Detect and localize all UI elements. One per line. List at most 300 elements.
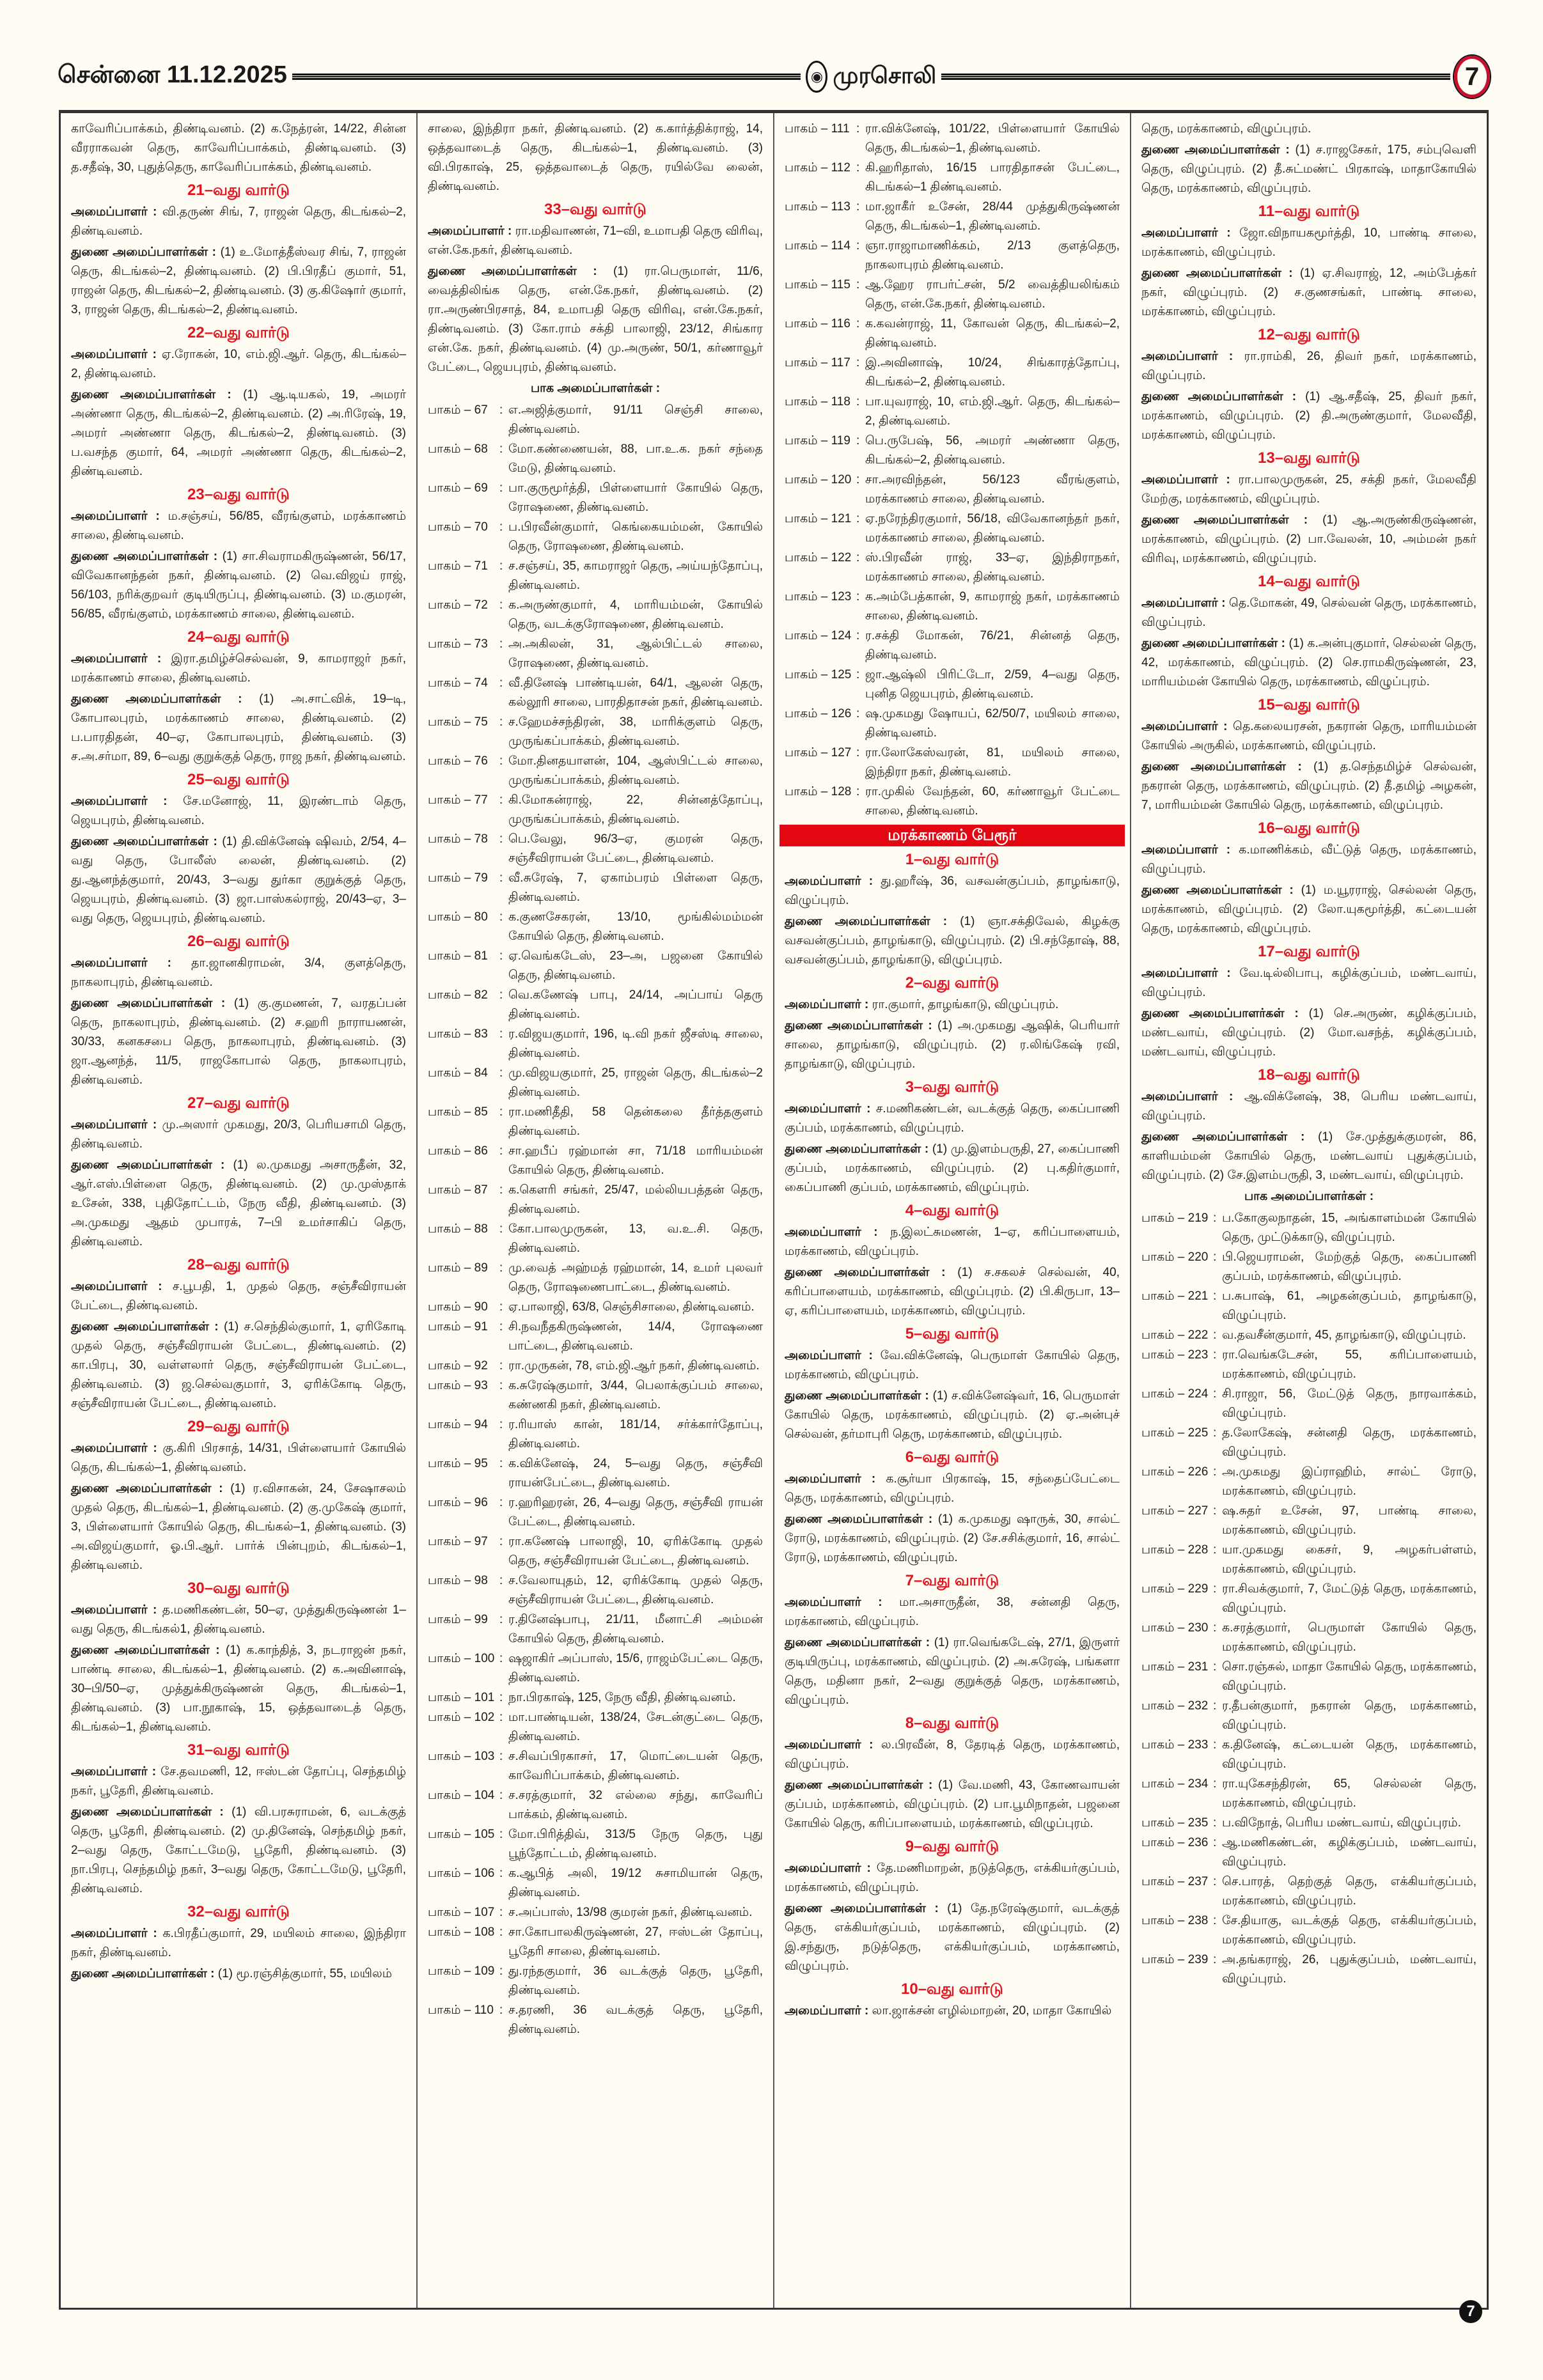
booth-label (785, 665, 856, 704)
booth-number: 94 (474, 1418, 488, 1431)
booth-organizer-text: சா.அரவிந்தன், 56/123 வீரங்குளம், மரக்காணம் சாலை, திண்டிவனம். (865, 473, 1120, 506)
booth-number: 70 (474, 520, 488, 534)
entry-label: அமைப்பாளர் : (785, 1472, 876, 1486)
booth-organizer-text: ர.சக்தி மோகன், 76/21, சின்னத் தெரு, திண்டிவனம். (865, 629, 1120, 662)
booth-organizer-text: ரா.லோகேஸ்வரன், 81, மயிலம் சாலை, இந்திரா நகர், திண்டிவனம். (865, 746, 1120, 779)
booth-number: 113 (831, 200, 850, 214)
booth-prefix: பாகம் – (785, 551, 828, 564)
booth-number: 74 (474, 676, 488, 690)
colon-separator: : (499, 1574, 503, 1587)
booth-prefix: பாகம் – (428, 715, 471, 729)
entry-label: துணை அமைப்பாளர்கள் : (1141, 143, 1290, 157)
booth-label (785, 548, 856, 587)
booth-number: 75 (474, 715, 488, 729)
entry-text: (1) அ.முகமது ஆஷிக், பெரியார் சாலை, தாழங்காடு, விழுப்புரம். (2) ர.லிங்கேஷ் ரவி, தாழங்காடு, விழுப்புரம். (785, 1019, 1120, 1071)
booth-number: 223 (1187, 1348, 1209, 1362)
booth-label (428, 1318, 499, 1356)
colon-separator: : (856, 200, 860, 214)
booth-number: 91 (474, 1320, 488, 1334)
booth-label (428, 596, 499, 634)
booth-label (1141, 1326, 1213, 1345)
colon-separator: : (856, 512, 860, 525)
booth-organizer-row (1141, 1502, 1476, 1540)
entry-label: துணை அமைப்பாளர்கள் : (1141, 760, 1302, 774)
booth-number: 92 (474, 1359, 488, 1373)
booth-organizer-row (1141, 1911, 1476, 1950)
booth-organizer-text: ப.சுபாஷ், 61, அழகன்குப்பம், தாழங்காடு, விழுப்புரம். (1222, 1289, 1476, 1322)
entry-text: (1) சா.சிவராமகிருஷ்ணன், 56/17, விவேகானந்தன் நகர், திண்டிவனம். (2) வெ.விஜய் ராஜ், 56/103, நரிக்குறவர் குடியிருப்பு, திண்டிவனம். (3) ம.குமரன், 56/85, வீரங்குளம், மரக்காணம் சாலை, திண்டிவனம். (71, 550, 406, 621)
booth-label (1141, 1697, 1213, 1735)
ward-heading: 9–வது வார்டு (905, 1838, 999, 1855)
colon-separator: : (499, 559, 503, 573)
organizer-entry (785, 1593, 1120, 1631)
booth-number: 69 (474, 481, 488, 495)
deputy-organizers-entry (1141, 141, 1476, 198)
entry-label: துணை அமைப்பாளர்கள் : (71, 835, 217, 848)
booth-organizer-row (785, 548, 1120, 587)
booth-organizer-text: ரா.வெங்கடேசன், 55, கரிப்பாளையம், மரக்காணம், விழுப்புரம். (1222, 1348, 1476, 1381)
entry-text: மா.அசாருதீன், 38, சன்னதி தெரு, மரக்காணம், விழுப்புரம். (785, 1596, 1120, 1628)
booth-prefix: பாகம் – (1141, 1465, 1185, 1479)
entry-label: அமைப்பாளர் : (1141, 350, 1234, 363)
booth-number: 71 (474, 559, 488, 573)
booth-organizer-row (428, 1025, 763, 1063)
booth-organizer-row (1141, 1463, 1476, 1501)
colon-separator: : (499, 988, 503, 1002)
entry-text: ச.பூபதி, 1, முதல் தெரு, சஞ்சீவிராயன் பேட்டை, திண்டிவனம். (71, 1280, 407, 1312)
entry-label: துணை அமைப்பாளர்கள் : (1141, 390, 1297, 403)
organizer-entry (785, 2002, 1120, 2021)
booth-organizer-text: க.கவன்ராஜ், 11, கோவன் தெரு, கிடங்கல்–2, திண்டிவனம். (865, 317, 1120, 350)
booth-number: 88 (474, 1222, 488, 1236)
ward-heading: 27–வது வார்டு (187, 1094, 290, 1112)
booth-prefix: பாகம் – (785, 512, 828, 525)
booth-number: 102 (474, 1711, 495, 1724)
booth-organizer-text: சி.ராஜா, 56, மேட்டுத் தெரு, நாரவாக்கம், விழுப்புரம். (1222, 1387, 1476, 1420)
town-banner: மரக்காணம் பேரூர் (779, 825, 1125, 846)
ward-heading: 16–வது வார்டு (1258, 820, 1360, 837)
continued-text: சாலை, இந்திரா நகர், திண்டிவனம். (2) க.கார்த்திக்ராஜ், 14, ஒத்தவாடைத் தெரு, கிடங்கல்–1, திண்டிவனம். (3) வி.பிரகாஷ், 25, ஒத்தவாடைத் தெரு, ரயில்வே லைன், திண்டிவனம். (428, 122, 763, 193)
entry-label: துணை அமைப்பாளர்கள் : (785, 1389, 929, 1403)
entry-text: வே.டில்லிபாபு, கழிக்குப்பம், மண்டவாய், விழுப்புரம். (1141, 967, 1476, 999)
booth-label (428, 1903, 499, 1922)
entry-text: (1) க.முகமது ஷாருக், 30, சால்ட் ரோடு, மரக்காணம், விழுப்புரம். (2) சே.சசிக்குமார், 16, சால்ட் ரோடு, மரக்காணம், விழுப்புரம். (785, 1513, 1120, 1564)
organizer-entry (71, 792, 406, 830)
colon-separator: : (499, 1144, 503, 1158)
colon-separator: : (1213, 1953, 1217, 1966)
booth-label (428, 401, 499, 439)
colon-separator: : (499, 1711, 503, 1724)
booth-label (428, 1454, 499, 1493)
organizer-entry (428, 222, 763, 260)
booth-organizer-row (428, 1786, 763, 1824)
footer-page-number: 7 (1459, 2300, 1482, 2323)
entry-label: துணை அமைப்பாளர்கள் : (1141, 883, 1294, 897)
booth-organizer-text: ஜா.ஆஷ்லி பிரிட்டோ, 2/59, 4–வது தெரு, புனித ஜெயபுரம், திண்டிவனம். (865, 668, 1120, 701)
entry-label: அமைப்பாளர் : (785, 1862, 871, 1875)
colon-separator: : (856, 317, 860, 331)
deputy-organizers-entry (71, 1318, 406, 1413)
section-subheading: பாக அமைப்பாளர்கள் : (1244, 1190, 1374, 1203)
booth-organizer-row (785, 509, 1120, 548)
colon-separator: : (1213, 1816, 1217, 1830)
booth-organizer-row (428, 1493, 763, 1532)
booth-label (1141, 1775, 1213, 1813)
booth-label (785, 393, 856, 431)
entry-label: துணை அமைப்பாளர்கள் : (1141, 267, 1293, 280)
booth-organizer-text: ஞா.ராஜாமாணிக்கம், 2/13 குளத்தெரு, நாகலாபுரம் திண்டிவனம். (865, 239, 1120, 272)
colon-separator: : (1213, 1914, 1217, 1927)
booth-prefix: பாகம் – (428, 1183, 471, 1197)
deputy-organizers-entry (1141, 634, 1476, 692)
booth-prefix: பாகம் – (785, 707, 828, 720)
entry-text: (1) ரா.வெங்கடேஷ், 27/1, இருளர் குடியிருப்பு, மரக்காணம், விழுப்புரம். (2) அ.சுரேஷ், பங்களா தெரு, மதினா நகர், 2–வது குறுக்குத் தெரு, மரக்காணம், விழுப்புரம். (785, 1636, 1120, 1707)
booth-organizer-text: ப.கோகுலநாதன், 15, அங்காளம்மன் கோயில் தெரு, முட்டுக்காடு, விழுப்புரம். (1222, 1211, 1476, 1244)
booth-organizer-text: ஷஜாகிர் அப்பாஸ், 15/6, ராஜம்பேட்டை தெரு, திண்டிவனம். (508, 1652, 763, 1684)
booth-organizer-text: ர.தினேஷ்பாபு, 21/11, மீனாட்சி அம்மன் கோயில் தெரு, திண்டிவனம். (508, 1613, 763, 1645)
entry-text: ல.பிரவீன், 8, தேரடித் தெரு, மரக்காணம், விழுப்புரம். (785, 1738, 1120, 1771)
colon-separator: : (1213, 1582, 1217, 1596)
booth-organizer-row (428, 1825, 763, 1863)
entry-text: ரா.குமார், தாழங்காடு, விழுப்புரம். (872, 998, 1059, 1011)
colon-separator: : (499, 1925, 503, 1939)
booth-number: 127 (831, 746, 852, 759)
booth-number: 219 (1187, 1211, 1209, 1225)
booth-organizer-text: மு.விஜயகுமார், 25, ராஜன் தெரு, கிடங்கல்–2 திண்டிவனம். (508, 1066, 763, 1099)
booth-organizer-row (428, 1142, 763, 1180)
entry-text: ந.இலட்சுமணன், 1–ஏ, கரிப்பாளையம், மரக்காணம், விழுப்புரம். (785, 1225, 1120, 1258)
booth-label (785, 432, 856, 470)
organizer-entry (71, 649, 406, 688)
entry-label: துணை அமைப்பாளர்கள் : (1141, 637, 1285, 650)
colon-separator: : (1213, 1621, 1217, 1635)
colon-separator: : (1213, 1328, 1217, 1342)
deputy-organizers-entry (785, 1510, 1120, 1567)
booth-prefix: பாகம் – (428, 910, 471, 924)
colon-separator: : (1213, 1289, 1217, 1303)
booth-prefix: பாகம் – (785, 746, 828, 759)
booth-number: 230 (1187, 1621, 1209, 1635)
continued-text: தெரு, மரக்காணம், விழுப்புரம். (1141, 122, 1312, 136)
colon-separator: : (499, 1652, 503, 1665)
entry-label: துணை அமைப்பாளர்கள் : (71, 1644, 220, 1657)
entry-label: துணை அமைப்பாளர்கள் : (785, 1266, 946, 1279)
booth-number: 104 (474, 1789, 495, 1802)
booth-organizer-text: த.லோகேஷ், சன்னதி தெரு, மரக்காணம், விழுப்புரம். (1222, 1426, 1476, 1459)
colon-separator: : (856, 668, 860, 681)
booth-organizer-row (1141, 1697, 1476, 1735)
entry-label: துணை அமைப்பாளர்கள் : (785, 1778, 933, 1792)
booth-organizer-text: மு.வைத் அஹ்மத் ரஹ்மான், 14, உமர் புலவர் தெரு, ரோஷணைபாட்டை, திண்டிவனம். (508, 1261, 763, 1294)
booth-number: 111 (831, 122, 850, 136)
ward-heading: 33–வது வார்டு (544, 201, 646, 218)
booth-organizer-text: ஏ.நரேந்திரகுமார், 56/18, விவேகானந்தர் நகர், மரக்காணம் சாலை, திண்டிவனம். (865, 512, 1120, 545)
booth-prefix: பாகம் – (1141, 1250, 1185, 1264)
organizer-entry (785, 1470, 1120, 1508)
booth-number: 87 (474, 1183, 488, 1197)
entry-text: வி.தருண் சிங், 7, ராஜன் தெரு, கிடங்கல்–2, திண்டிவனம். (71, 205, 407, 238)
deputy-organizers-entry (71, 690, 406, 766)
booth-prefix: பாகம் – (428, 403, 471, 417)
booth-organizer-row (428, 1708, 763, 1746)
booth-prefix: பாகம் – (428, 2003, 471, 2017)
colon-separator: : (856, 278, 860, 292)
booth-organizer-text: ச.தரணி, 36 வடக்குத் தெரு, பூதேரி, திண்டிவனம். (508, 2003, 763, 2036)
booth-label (428, 1649, 499, 1688)
booth-prefix: பாகம் – (785, 122, 828, 136)
booth-label (1141, 1950, 1213, 1989)
booth-prefix: பாகம் – (428, 1964, 471, 1978)
booth-prefix: பாகம் – (428, 1750, 471, 1763)
ward-heading: 23–வது வார்டு (187, 486, 290, 503)
organizer-entry (785, 1346, 1120, 1385)
booth-prefix: பாகம் – (1141, 1660, 1185, 1674)
ward-heading: 18–வது வார்டு (1258, 1066, 1360, 1084)
booth-label (1141, 1385, 1213, 1423)
booth-number: 95 (474, 1457, 488, 1470)
booth-number: 72 (474, 598, 488, 612)
entry-text: க.சூர்யா பிரகாஷ், 15, சந்தைப்பேட்டை தெரு, மரக்காணம், விழுப்புரம். (785, 1472, 1120, 1505)
booth-organizer-text: பி.ஜெயராமன், மேற்குத் தெரு, கைப்பாணி குப்பம், மரக்காணம், விழுப்புரம். (1222, 1250, 1476, 1283)
booth-number: 112 (831, 161, 850, 175)
colon-separator: : (499, 481, 503, 495)
booth-organizer-text: ப.விநோத், பெரிய மண்டவாய், விழுப்புரம். (1222, 1816, 1461, 1830)
booth-number: 222 (1187, 1328, 1209, 1342)
column-2 (418, 113, 774, 2308)
booth-organizer-row (428, 1376, 763, 1415)
booth-label (1141, 1502, 1213, 1540)
entry-label: துணை அமைப்பாளர்கள் : (785, 1142, 929, 1156)
booth-number: 122 (831, 551, 852, 564)
booth-label (428, 1142, 499, 1180)
booth-label (1141, 1814, 1213, 1833)
booth-organizer-text: ரா.முகில் வேந்தன், 60, கர்ணாவூர் பேட்டை சாலை, திண்டிவனம். (865, 785, 1120, 818)
ward-heading: 3–வது வார்டு (905, 1078, 999, 1096)
booth-label (428, 713, 499, 751)
entry-text: (1) க.காந்தித், 3, நடராஜன் நகர், பாண்டி சாலை, கிடங்கல்–1, திண்டிவனம். (2) க.அவினாஷ், 30–பி/50–ஏ, முத்துக்கிருஷ்ணன் தெரு, கிடங்கல்–1, திண்டிவனம். (3) பா.நூகாஷ், 15, ஒத்தவாடைத் தெரு, கிடங்கல்–1, திண்டிவனம். (71, 1644, 406, 1734)
ward-heading: 1–வது வார்டு (905, 851, 999, 868)
booth-prefix: பாகம் – (1141, 1289, 1185, 1303)
organizer-entry (1141, 1087, 1476, 1126)
booth-prefix: பாகம் – (1141, 1328, 1185, 1342)
booth-number: 226 (1187, 1465, 1209, 1479)
deputy-organizers-entry (1141, 511, 1476, 568)
booth-organizer-row (428, 791, 763, 829)
booth-organizer-text: மோ.கண்ணையன், 88, பா.உ.க. நகர் சந்தை மேடு, திண்டிவனம். (508, 442, 763, 475)
booth-organizer-text: பெ.வேலு, 96/3–ஏ, குமரன் தெரு, சஞ்சீவிராயன் பேட்டை, திண்டிவனம். (508, 832, 763, 865)
colon-separator: : (856, 395, 860, 408)
booth-organizer-row (428, 947, 763, 985)
ward-heading: 26–வது வார்டு (187, 933, 290, 950)
booth-organizer-text: ப.பிரவீன்குமார், கெங்கையம்மன், கோயில் தெரு, ரோஷணை, திண்டிவனம். (508, 520, 763, 553)
entry-label: அமைப்பாளர் : (71, 795, 168, 808)
booth-organizer-row (428, 1610, 763, 1649)
booth-number: 220 (1187, 1250, 1209, 1264)
booth-prefix: பாகம் – (428, 559, 471, 573)
booth-prefix: பாகம் – (428, 637, 471, 651)
booth-organizer-text: ரா.சிவக்குமார், 7, மேட்டுத் தெரு, மரக்காணம், விழுப்புரம். (1222, 1582, 1476, 1615)
booth-number: 114 (831, 239, 850, 253)
booth-organizer-text: க.அம்பேத்கான், 9, காமராஜ் நகர், மரக்காணம் சாலை, திண்டிவனம். (865, 590, 1120, 623)
booth-organizer-text: வீ.சுரேஷ், 7, ஏகாம்பரம் பிள்ளை தெரு, திண்டிவனம். (508, 871, 763, 904)
entry-label: துணை அமைப்பாளர்கள் : (1141, 1007, 1299, 1020)
booth-organizer-row (785, 743, 1120, 782)
booth-organizer-text: சா.கோபாலகிருஷ்ணன், 27, ஈஸ்டன் தோப்பு, பூதேரி சாலை, திண்டிவனம். (508, 1925, 763, 1958)
entry-text: (1) க.அன்புகுமார், செல்லன் தெரு, 42, மரக்காணம், விழுப்புரம். (2) செ.ராமகிருஷ்ணன், 23, மாரியம்மன் கோயில் தெரு, மரக்காணம், விழுப்புரம். (1141, 637, 1477, 688)
booth-organizer-row (785, 354, 1120, 392)
booth-organizer-text: க.சுரேஷ்குமார், 3/44, பெலாக்குப்பம் சாலை, கண்ணகி நகர், திண்டிவனம். (508, 1379, 763, 1412)
booth-organizer-row (428, 1064, 763, 1102)
organizer-entry (1141, 224, 1476, 262)
entry-text: (1) த.செந்தமிழ்ச் செல்வன், நகரான் தெரு, மரக்காணம், விழுப்புரம். (2) தீ.தமிழ் அழகன், 7, மாரியம்மன் கோயில் தெரு, மரக்காணம், விழுப்புரம். (1141, 760, 1476, 812)
booth-prefix: பாகம் – (428, 1066, 471, 1080)
booth-number: 85 (474, 1105, 488, 1119)
colon-separator: : (499, 1789, 503, 1802)
booth-number: 229 (1187, 1582, 1209, 1596)
colon-separator: : (856, 239, 860, 253)
booth-organizer-row (428, 1454, 763, 1493)
booth-number: 115 (831, 278, 850, 292)
booth-prefix: பாகம் – (428, 520, 471, 534)
booth-number: 101 (474, 1691, 495, 1704)
booth-label (785, 276, 856, 314)
booth-organizer-row (1141, 1541, 1476, 1579)
article-body (59, 110, 1489, 2310)
booth-number: 118 (831, 395, 850, 408)
booth-label (428, 2001, 499, 2039)
booth-organizer-text: க.அருண்குமார், 4, மாரியம்மன், கோயில் தெரு, வடக்குரோஷணை, திண்டிவனம். (508, 598, 763, 631)
deputy-organizers-entry (71, 547, 406, 624)
entry-label: துணை அமைப்பாளர்கள் : (71, 997, 226, 1010)
booth-number: 124 (831, 629, 852, 642)
booth-number: 105 (474, 1828, 495, 1841)
entry-label: அமைப்பாளர் : (71, 1927, 157, 1940)
organizer-entry (71, 1762, 406, 1801)
booth-label (1141, 1833, 1213, 1872)
booth-label (428, 1610, 499, 1649)
booth-organizer-text: ஸ்.பிரவீன் ராஜ், 33–ஏ, இந்திராநகர், மரக்காணம் சாலை, திண்டிவனம். (865, 551, 1120, 584)
entry-text: (1) ஞா.சக்திவேல், கிழக்கு வசவன்குப்பம், தாழங்காடு, விழுப்புரம். (2) பி.சந்தோஷ், 88, வசவன்குப்பம், தாழங்காடு, விழுப்புரம். (785, 915, 1120, 967)
entry-label: துணை அமைப்பாளர்கள் : (785, 1513, 933, 1526)
booth-label (428, 869, 499, 907)
booth-organizer-text: மோ.தினதயாளன், 104, ஆஸ்பிட்டல் சாலை, முருங்கப்பாக்கம், திண்டிவனம். (508, 754, 763, 787)
entry-label: அமைப்பாளர் : (785, 875, 873, 888)
booth-number: 103 (474, 1750, 495, 1763)
deputy-organizers-entry (1141, 387, 1476, 445)
entry-label: அமைப்பாளர் : (1141, 473, 1230, 486)
organizer-entry (1141, 347, 1476, 385)
booth-label (1141, 1287, 1213, 1325)
colon-separator: : (1213, 1387, 1217, 1401)
colon-separator: : (499, 403, 503, 417)
deputy-organizers-entry (785, 1263, 1120, 1321)
entry-text: (1) தி.விக்னேஷ் ஷிவம், 2/54, 4–வது தெரு, போலீஸ் லைன், திண்டிவனம். (2) து.ஆனந்த்குமார், 20/43, 3–வது துர்கா குறுக்குத் தெரு, ஜெயபுரம், திண்டிவனம். (3) ஜா.பாஸ்கல்ராஜ், 20/43–ஏ, 3–வது தெரு, ஜெயபுரம், திண்டிவனம். (71, 835, 406, 925)
deputy-organizers-entry (71, 832, 406, 928)
entry-text: (1) ல.முகமது அசாருதீன், 32, ஆர்.எஸ்.பிள்ளை தெரு, திண்டிவனம். (2) மு.முஸ்தாக் உசேன், 338, புதிதோட்டம், நேரு வீதி, திண்டிவனம். (3) அ.முகமது ஆதம் முபாரக், 7–பி உமர்சாகிப் தெரு, திண்டிவனம். (71, 1158, 406, 1248)
colon-separator: : (499, 1535, 503, 1548)
colon-separator: : (499, 1418, 503, 1431)
booth-label (428, 1532, 499, 1571)
booth-prefix: பாகம் – (785, 200, 828, 214)
organizer-entry (71, 1601, 406, 1639)
colon-separator: : (499, 1027, 503, 1041)
entry-label: அமைப்பாளர் : (71, 1118, 157, 1132)
entry-label: அமைப்பாளர் : (71, 1765, 157, 1778)
booth-organizer-row (785, 198, 1120, 236)
booth-number: 109 (474, 1964, 495, 1978)
entry-label: அமைப்பாளர் : (71, 652, 162, 665)
booth-organizer-row (785, 665, 1120, 704)
booth-label (428, 1181, 499, 1219)
booth-prefix: பாகம் – (428, 481, 471, 495)
colon-separator: : (499, 1359, 503, 1373)
booth-label (785, 198, 856, 236)
booth-prefix: பாகம் – (1141, 1953, 1185, 1966)
entry-text: (1) உ.மோத்தீஸ்வர சிங், 7, ராஜன் தெரு, கிடங்கல்–2, திண்டிவனம். (2) பி.பிரதீப் குமார், 51, ராஜன் தெரு, கிடங்கல்–2, திண்டிவனம். (3) கு.கிஷோர் குமார், 3, ராஜன் தெரு, கிடங்கல்–2, திண்டிவனம். (71, 245, 406, 316)
booth-organizer-row (428, 869, 763, 907)
booth-number: 77 (474, 793, 488, 807)
booth-label (1141, 1911, 1213, 1950)
entry-text: (1) ஆ.டியகல், 19, அமரர் அண்ணா தெரு, கிடங்கல்–2, திண்டிவனம். (2) அ.ரிரேஷ், 19, அமரர் அண்ணா தெரு, கிடங்கல்–2, திண்டிவனம். (3) ப.வசந்த குமார், 64, அமரர் அண்ணா தெரு, கிடங்கல்–2, திண்டிவனம். (71, 388, 407, 478)
entry-text: (1) மு.இளம்பருதி, 27, கைப்பாணி குப்பம், மரக்காணம், விழுப்புரம். (2) பு.கதிர்குமார், கைப்பாணி குப்பம், மரக்காணம், விழுப்புரம். (785, 1142, 1120, 1194)
booth-organizer-row (428, 635, 763, 673)
booth-organizer-text: சி.நவநீதகிருஷ்ணன், 14/4, ரோஷணை பாட்டை, திண்டிவனம். (508, 1320, 763, 1353)
booth-organizer-row (428, 1220, 763, 1258)
booth-prefix: பாகம் – (428, 1320, 471, 1334)
header-rule (941, 74, 1450, 80)
booth-prefix: பாகம் – (428, 1906, 471, 1919)
deputy-organizers-entry (785, 1776, 1120, 1833)
entry-label: துணை அமைப்பாளர்கள் : (1141, 513, 1308, 527)
booth-organizer-row (428, 1532, 763, 1571)
entry-label: அமைப்பாளர் : (785, 998, 869, 1011)
entry-label: அமைப்பாளர் : (1141, 967, 1231, 980)
entry-label: துணை அமைப்பாளர்கள் : (71, 1482, 223, 1495)
organizer-entry (71, 954, 406, 992)
ward-heading: 17–வது வார்டு (1258, 943, 1360, 960)
booth-organizer-text: மா.பாண்டியன், 138/24, சேடன்குட்டை தெரு, திண்டிவனம். (508, 1711, 763, 1743)
booth-organizer-text: க.விக்னேஷ், 24, 5–வது தெரு, சஞ்சீவி ராயன்பேட்டை, திண்டிவனம். (508, 1457, 763, 1489)
booth-label (428, 518, 499, 556)
booth-organizer-row (1141, 1326, 1476, 1345)
booth-label (428, 635, 499, 673)
booth-organizer-row (1141, 1619, 1476, 1657)
booth-number: 234 (1187, 1777, 1209, 1791)
booth-label (428, 1220, 499, 1258)
booth-number: 227 (1187, 1504, 1209, 1518)
deputy-organizers-entry (785, 1899, 1120, 1976)
booth-prefix: பாகம் – (785, 785, 828, 798)
booth-organizer-text: அ.தங்கராஜ், 26, புதுக்குப்பம், மண்டவாய், விழுப்புரம். (1222, 1953, 1476, 1986)
organizer-entry (785, 995, 1120, 1015)
entry-label: துணை அமைப்பாளர்கள் : (71, 1805, 224, 1819)
entry-label: துணை அமைப்பாளர்கள் : (71, 388, 231, 401)
booth-organizer-row (428, 1688, 763, 1707)
colon-separator: : (499, 1906, 503, 1919)
booth-organizer-text: மோ.பிரித்திவ், 313/5 நேரு தெரு, புது பூந்தோட்டம், திண்டிவனம். (508, 1828, 763, 1860)
booth-prefix: பாகம் – (785, 239, 828, 253)
deputy-organizers-entry (1141, 758, 1476, 815)
entry-label: துணை அமைப்பாளர்கள் : (785, 1636, 930, 1649)
entry-label: அமைப்பாளர் : (71, 956, 171, 970)
booth-number: 73 (474, 637, 488, 651)
booth-label (785, 315, 856, 353)
booth-label (1141, 1736, 1213, 1774)
colon-separator: : (1213, 1504, 1217, 1518)
booth-label (428, 674, 499, 712)
colon-separator: : (499, 1867, 503, 1880)
booth-number: 235 (1187, 1816, 1209, 1830)
